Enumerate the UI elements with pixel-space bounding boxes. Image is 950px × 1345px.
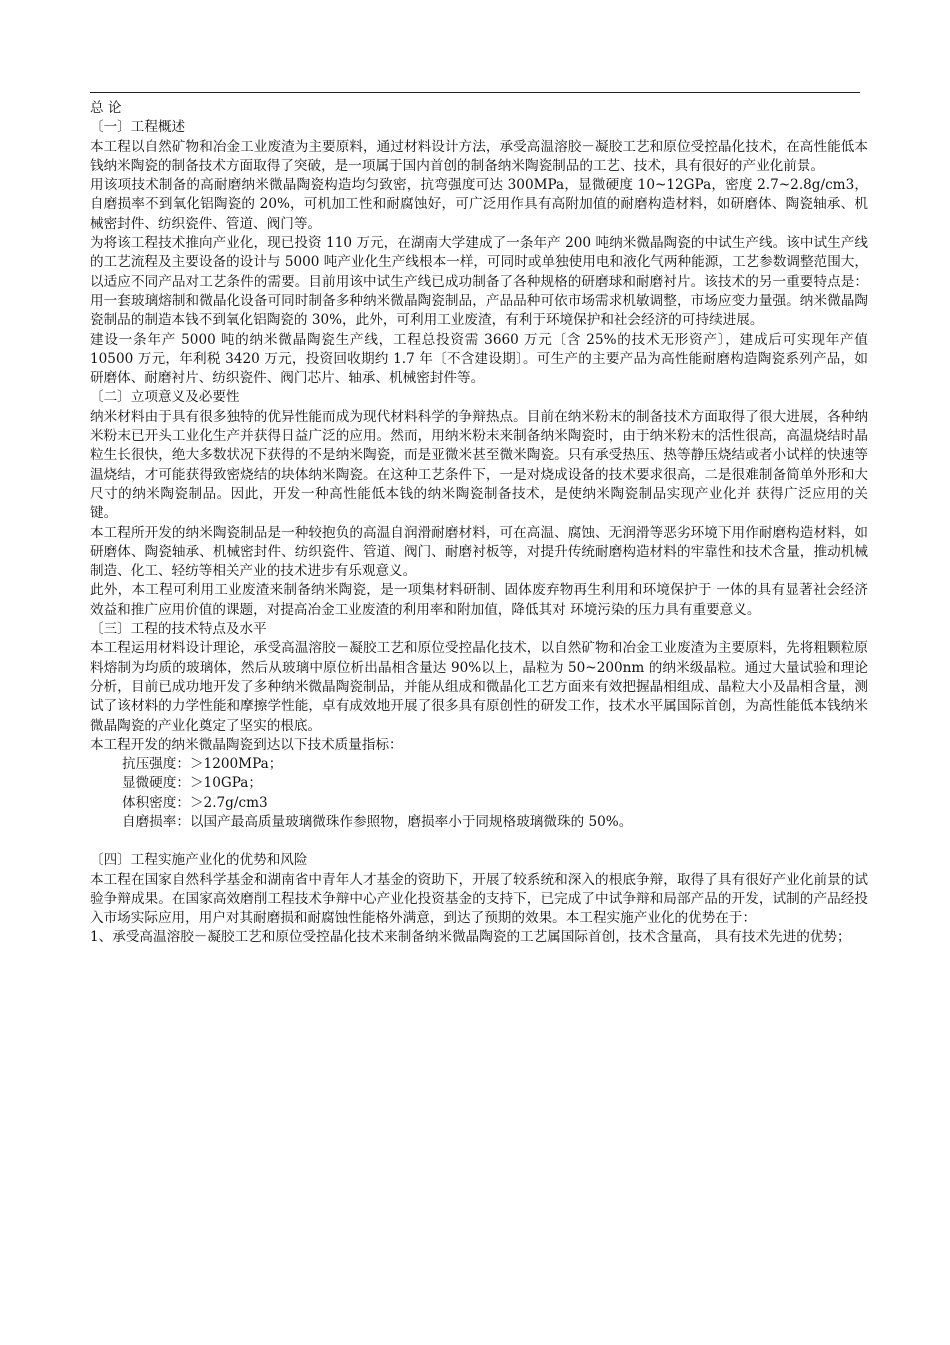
paragraph: 用该项技术制备的高耐磨纳米微晶陶瓷构造均匀致密，抗弯强度可达 300MPa，显微硬度 10~12GPa，密度 2.7~2.8g/cm3，自磨损率不到氧化铝陶瓷的 20%，可机加工性和耐腐蚀好，可广泛用作具有高附加值的耐磨构造材料，如研磨体、陶瓷轴承、机械密封件、纺织瓷件、管道、阀门等。: [90, 177, 868, 232]
section-heading-technical: 〔三〕工程的技术特点及水平: [90, 621, 267, 638]
paragraph: 建设一条年产 5000 吨的纳米微晶陶瓷生产线，工程总投资需 3660 万元〔含 25%的技术无形资产〕，建成后可实现年产值 10500 万元，年利税 3420 万元，投资回收期约 1.7 年〔不含建设期〕。可生产的主要产品为高性能耐磨构造陶瓷系列产品，如研磨体、耐磨衬片、纺织瓷件、阀门芯片、轴承、机械密封件等。: [90, 331, 868, 387]
paragraph: 本工程所开发的纳米陶瓷制品是一种较抱负的高温自润滑耐磨材料，可在高温、腐蚀、无润滑等恶劣环境下用作耐磨构造材料，如研磨体、陶瓷轴承、机械密封件、纺织瓷件、管道、阀门、耐磨衬板等，对提升传统耐磨构造材料的牢靠性和技术含量，推动机械制造、化工、轻纺等相关产业的技术进步有乐观意义。: [90, 524, 868, 580]
spec-item: 体积密度：＞2.7g/cm3: [122, 794, 268, 811]
paragraph: 为将该工程技术推向产业化，现已投资 110 万元，在湖南大学建成了一条年产 200 吨纳米微晶陶瓷的中试生产线。该中试生产线的工艺流程及主要设备的设计与 5000 吨产业化生产线根本一样，可同时或单独使用电和液化气两种能源，工艺参数调整范围大，以适应不同产品对工艺条件的需要。目前用该中试生产线已成功制备了各种规格的研磨球和耐磨衬片。该技术的另一重要特点是：用一套玻璃熔制和微晶化设备可同时制备多种纳米微晶陶瓷制品，产品品种可依市场需求机敏调整，市场应变力量强。纳米微晶陶瓷制品的制造本钱不到氧化铝陶瓷的 30%，此外，可利用工业废渣，有利于环境保护和社会经济的可持续进展。: [90, 235, 868, 329]
document-body: [90, 99, 868, 948]
paragraph: 本工程开发的纳米微晶陶瓷到达以下技术质量指标：: [90, 736, 403, 753]
paragraph: 纳米材料由于具有很多独特的优异性能而成为现代材料科学的争辩热点。目前在纳米粉末的制备技术方面取得了很大进展，各种纳米粉末已开头工业化生产并获得日益广泛的应用。然而，用纳米粉末来制备纳米陶瓷时，由于纳米粉末的活性很高，高温烧结时晶粒生长很快，绝大多数状况下获得的不是纳米陶瓷，而是亚微米甚至微米陶瓷。只有承受热压、热等静压烧结或者小试样的快速等温烧结，才可能获得致密烧结的块体纳米陶瓷。在这种工艺条件下，一是对烧成设备的技术要求很高，二是很难制备简单外形和大尺寸的纳米陶瓷制品。因此，开发一种高性能低本钱的纳米陶瓷制备技术，是使纳米陶瓷制品实现产业化并 获得广泛应用的关键。: [90, 408, 868, 522]
section-heading-advantages: 〔四〕工程实施产业化的优势和风险: [90, 852, 308, 869]
header-rule: [90, 92, 860, 93]
section-heading-overview: 〔一〕工程概述: [90, 119, 186, 136]
spacer: [90, 832, 868, 851]
spec-item: 自磨损率：以国产最高质量玻璃微珠作参照物，磨损率小于同规格玻璃微珠的 50%。: [122, 813, 633, 830]
spec-item: 显微硬度：＞10GPa；: [122, 775, 262, 792]
paragraph: 本工程以自然矿物和冶金工业废渣为主要原料，通过材料设计方法，承受高温溶胶－凝胶工艺和原位受控晶化技术，在高性能低本钱纳米陶瓷的制备技术方面取得了突破，是一项属于国内首创的制备纳米陶瓷制品的工艺、技术，具有很好的产业化前景。: [90, 138, 868, 174]
paragraph: 本工程在国家自然科学基金和湖南省中青年人才基金的资助下，开展了较系统和深入的根底争辩，取得了具有很好产业化前景的试验争辩成果。在国家高效磨削工程技术争辩中心产业化投资基金的支持下，已完成了中试争辩和局部产品的开发，试制的产品经投入市场实际应用，用户对其耐磨损和耐腐蚀性能格外满意，到达了预期的效果。本工程实施产业化的优势在于：: [90, 871, 868, 927]
document-title: 总 论: [90, 100, 122, 116]
paragraph: 此外，本工程可利用工业废渣来制备纳米陶瓷，是一项集材料研制、固体废弃物再生利用和环境保护于 一体的具有显著社会经济效益和推广应用价值的课题，对提高冶金工业废渣的利用率和附加值，降低其对 环境污染的压力具有重要意义。: [90, 582, 868, 618]
section-heading-significance: 〔二〕立项意义及必要性: [90, 389, 240, 406]
paragraph: 本工程运用材料设计理论，承受高温溶胶－凝胶工艺和原位受控晶化技术，以自然矿物和冶金工业废渣为主要原料，先将粗颗粒原料熔制为均质的玻璃体，然后从玻璃中原位析出晶相含量达 90%以上，晶粒为 50~200nm 的纳米级晶粒。通过大量试验和理论分析，目前已成功地开发了多种纳米微晶陶瓷制品，并能从组成和微晶化工艺方面来有效把握晶相组成、晶粒大小及晶相含量，测试了该材料的力学性能和摩擦学性能，卓有成效地开展了很多具有原创性的研发工作，技术水平属国际首创，为高性能低本钱纳米微晶陶瓷的产业化奠定了坚实的根底。: [90, 640, 868, 734]
spec-item: 抗压强度：＞1200MPa；: [122, 756, 283, 773]
paragraph: 1、承受高温溶胶－凝胶工艺和原位受控晶化技术来制备纳米微晶陶瓷的工艺属国际首创，技术含量高， 具有技术先进的优势；: [90, 929, 851, 946]
